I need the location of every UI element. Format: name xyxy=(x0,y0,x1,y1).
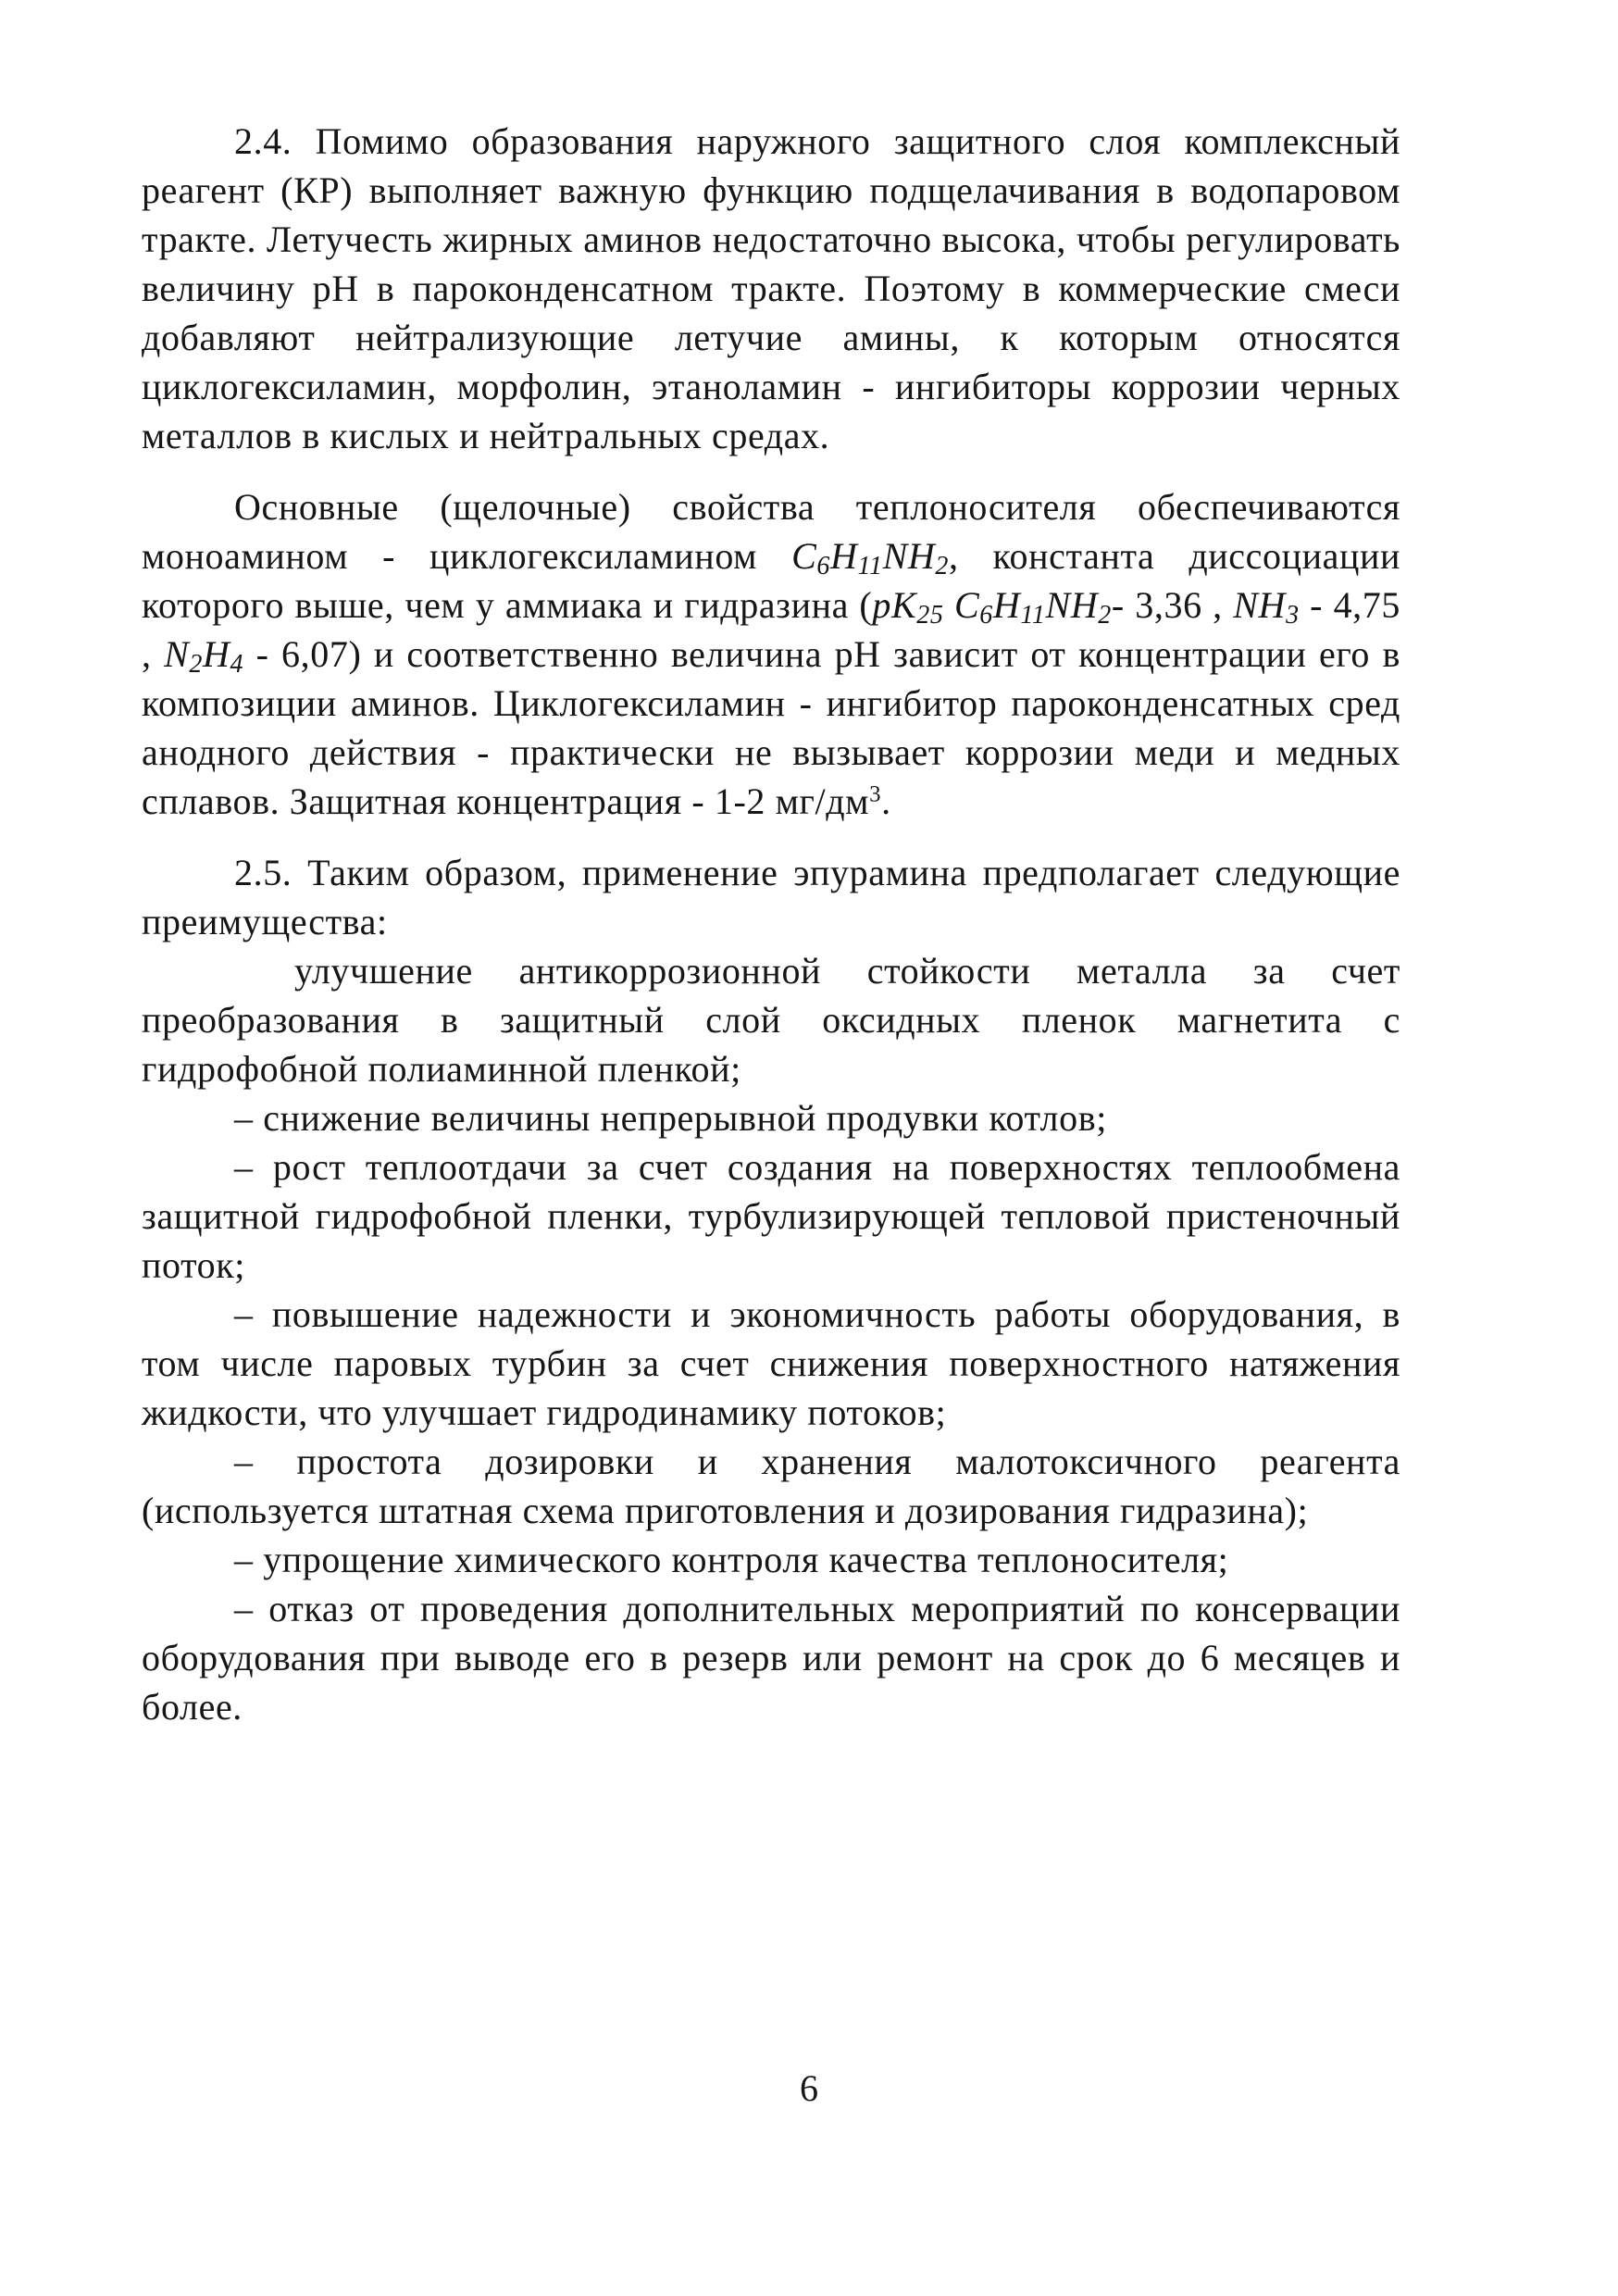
text-run: Основные (щелочные) свойства теплоносителя обеспечиваются моноамином - циклогексиламином xyxy=(142,486,1400,577)
list-item: – рост теплоотдачи за счет создания на поверхностях теплообмена защитной гидрофобной пленки, турбулизирующей тепловой пристеночный поток; xyxy=(142,1146,1400,1286)
list-item: – простота дозировки и хранения малотоксичного реагента (используется штатная схема приготовления и дозирования гидразина); xyxy=(142,1441,1400,1531)
text-run: - 6,07) и соответственно величина pH зависит от концентрации его в композиции аминов. Циклогексиламин - ингибитор пароконденсатных сред анодного действия - практически не вызывает коррозии меди и медных сплавов. Защитная концентрация - 1-2 мг/дм xyxy=(142,633,1400,822)
unit-superscript: 3 xyxy=(869,781,882,807)
formula-ammonia: $NH_3$ xyxy=(1233,584,1300,630)
paragraph-2-5: 2.5. Таким образом, применение эпурамина предполагает следующие преимущества: xyxy=(142,852,1400,942)
list-item: – повышение надежности и экономичность работы оборудования, в том числе паровых турбин за счет снижения поверхностного натяжения жидкости, что улучшает гидродинамику потоков; xyxy=(142,1293,1400,1433)
list-item: – упрощение химического контроля качества теплоносителя; xyxy=(234,1539,1229,1580)
page-number: 6 xyxy=(800,2067,818,2109)
formula-cyclohexylamine: $C_6H_{11}NH_2$ xyxy=(791,535,949,581)
body-text xyxy=(142,117,1400,1731)
formula-cyclohexylamine-2: $C_6H_{11}NH_2$ xyxy=(953,584,1112,630)
list-item: улучшение антикоррозионной стойкости металла за счет преобразования в защитный слой оксидных пленок магнетита с гидрофобной полиаминной пленкой; xyxy=(142,950,1400,1090)
list-item: – отказ от проведения дополнительных мероприятий по консервации оборудования при выводе его в резерв или ремонт на срок до 6 месяцев и более. xyxy=(142,1588,1400,1728)
text-run: - 4,75 , xyxy=(142,584,1400,675)
text-run: , константа диссоциации которого выше, чем у аммиака и гидразина ( xyxy=(142,535,1401,626)
list-item: – снижение величины непрерывной продувки котлов; xyxy=(234,1097,1107,1139)
paragraph-2-4: 2.4. Помимо образования наружного защитного слоя комплексный реагент (КР) выполняет важную функцию подщелачивания в водопаровом тракте. Летучесть жирных аминов недостаточно высока, чтобы регулировать величину pH в пароконденсатном тракте. Поэтому в коммерческие смеси добавляют нейтрализующие летучие амины, к которым относятся циклогексиламин, морфолин, этаноламин - ингибиторы коррозии черных металлов в кислых и нейтральных средах. xyxy=(142,120,1400,456)
paragraph-basic-properties: Основные (щелочные) свойства теплоносителя обеспечиваются моноамином - циклогексиламином $C_6H_{11}NH_2$, константа диссоциации которого выше, чем у аммиака и гидразина ($pK_{25}$ $C_6H_{11}NH_2-$ 3,36 , $NH_3 - 4,75$ , $N_2H_4 - 6,07$) и соответственно величина pH зависит от концентрации его в композиции аминов. Циклогексиламин - ингибитор пароконденсатных сред анодного действия - практически не вызывает коррозии меди и медных сплавов. Защитная концентрация - 1-2 $мг/дм^3$. xyxy=(142,486,1401,822)
formula-pk: $pK_{25}$ xyxy=(872,584,944,630)
formula-hydrazine: $N_2H_4$ xyxy=(164,633,244,680)
text-run: - 3,36 , xyxy=(1111,584,1234,626)
